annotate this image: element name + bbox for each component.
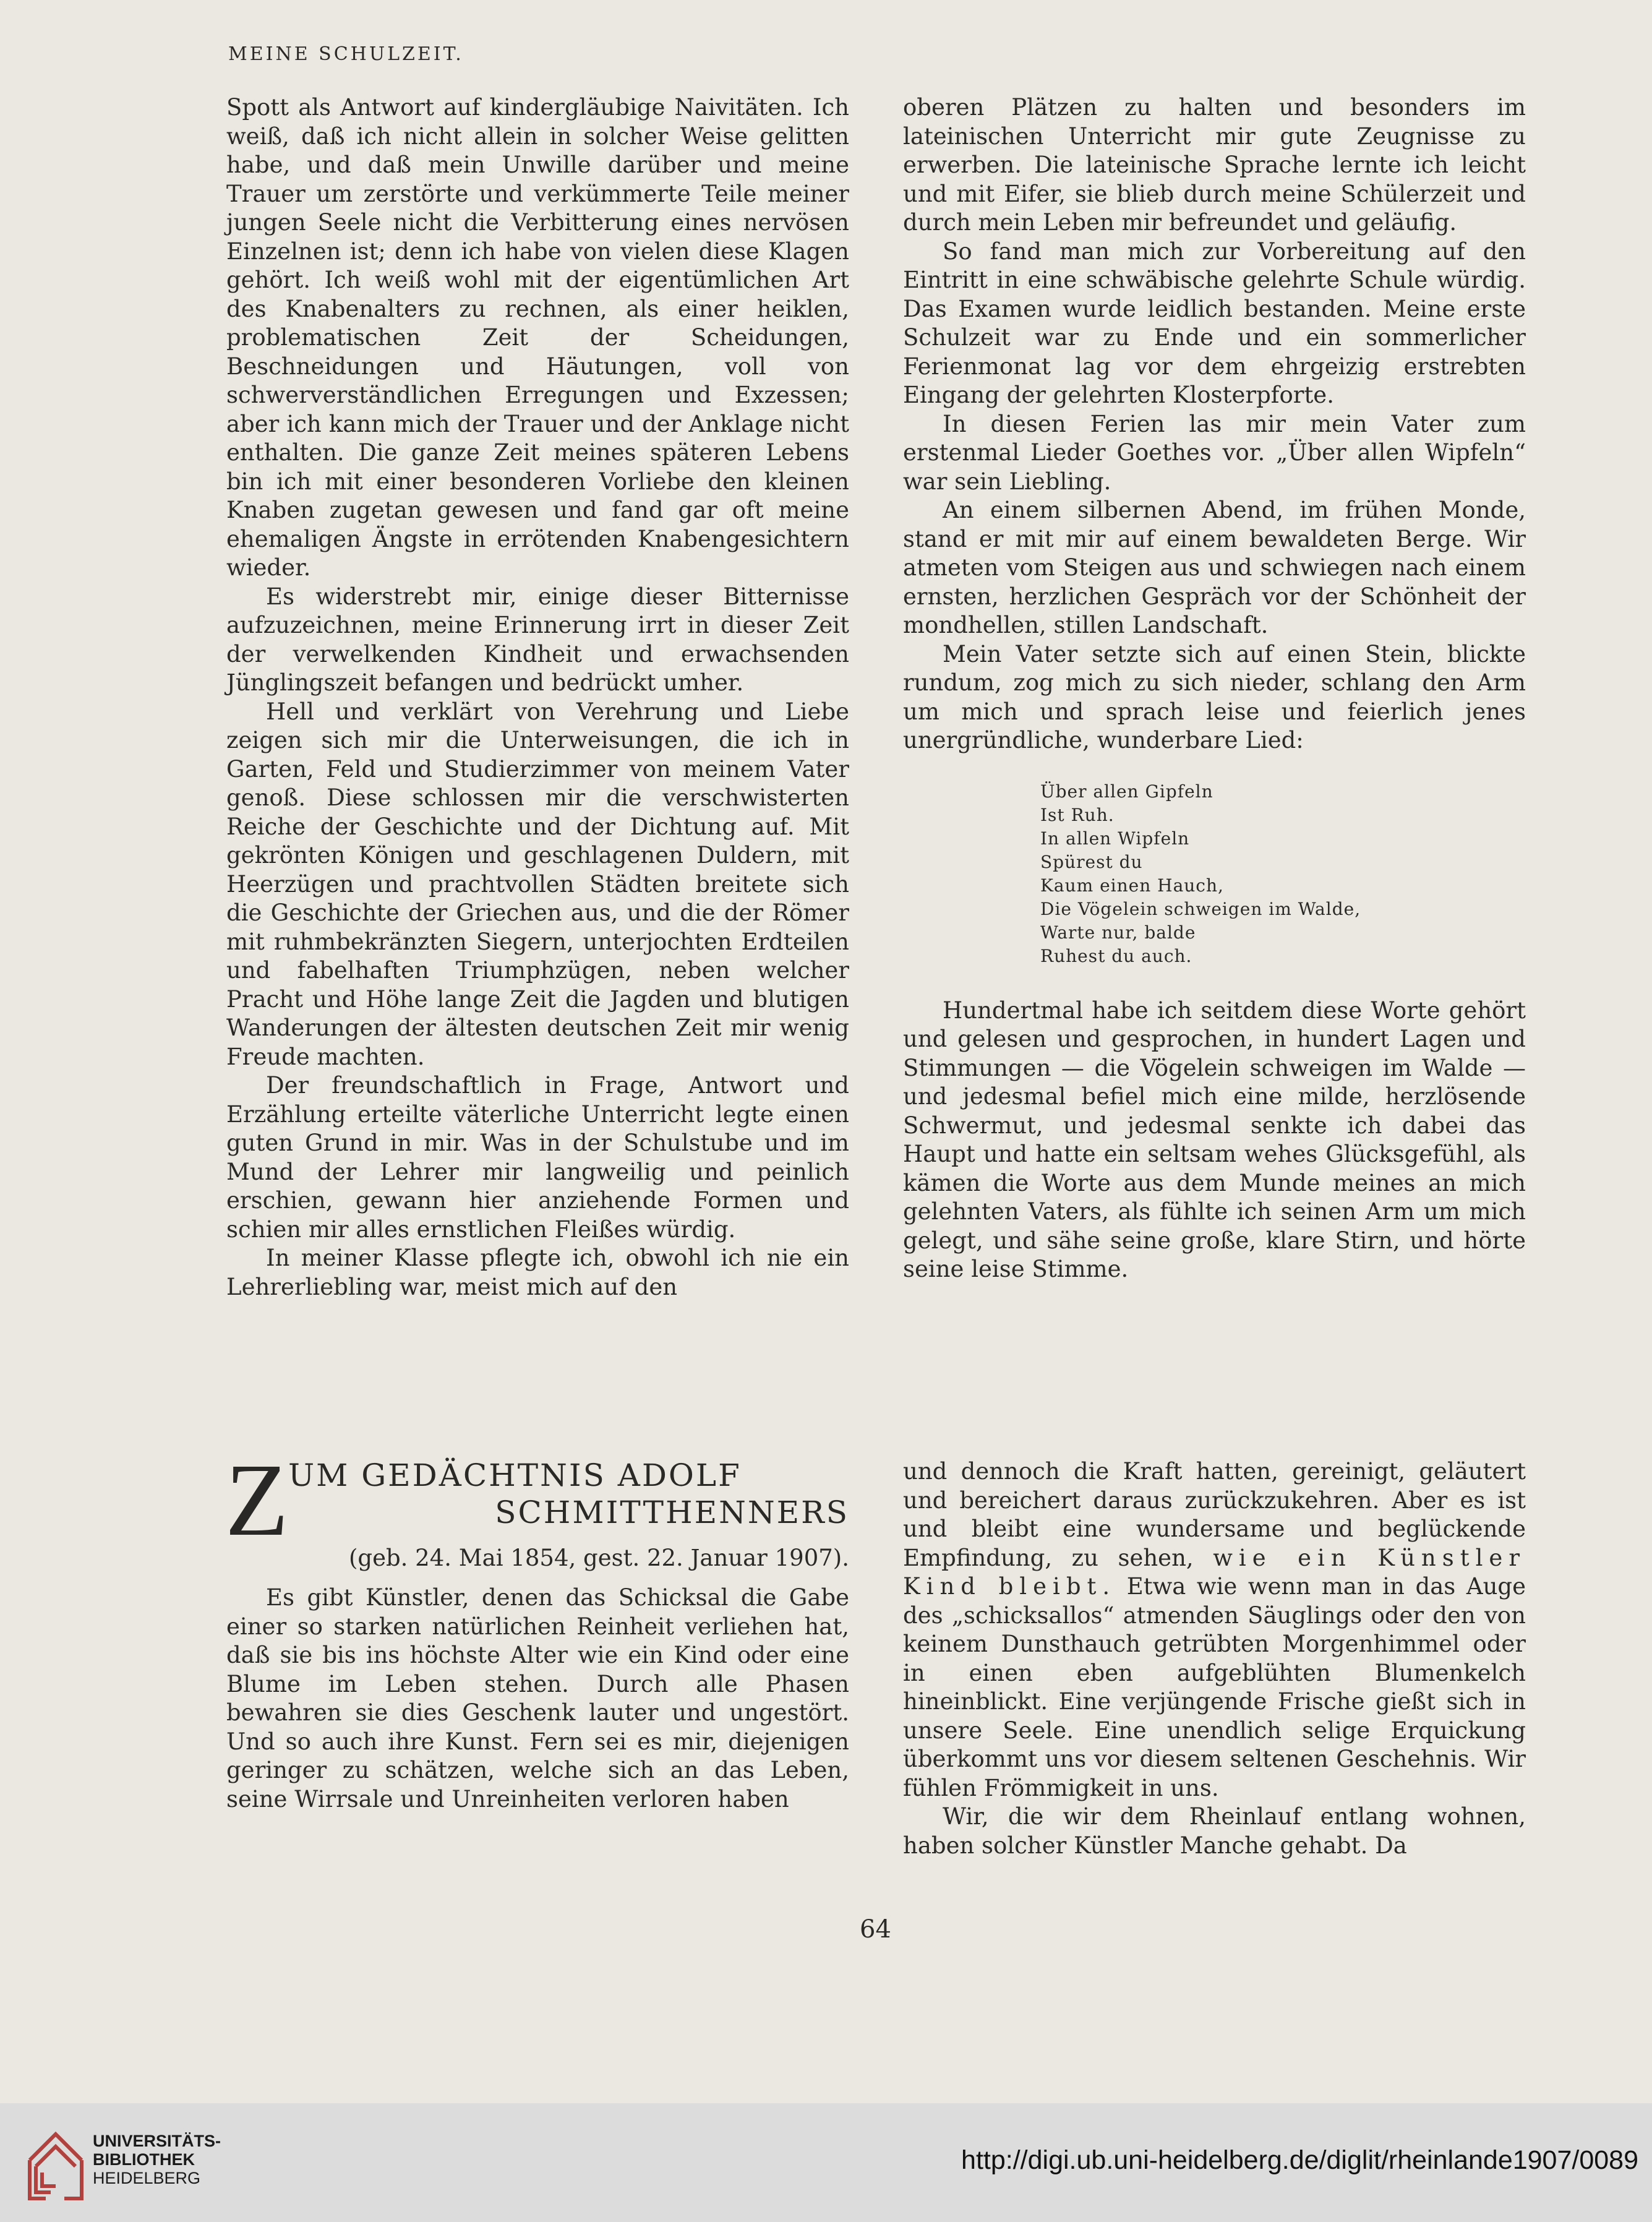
heading-line-1: UM GEDÄCHTNIS ADOLF: [288, 1457, 742, 1493]
paragraph: Es gibt Künstler, denen das Schicksal die Gabe einer so starken natürlichen Reinheit verliehen hat, daß sie bis ins höchste Alter wie ein Kind oder eine Blume im Leben stehen. Durch alle Phasen bewahren sie dies Geschenk lauter und ungestört. Und so auch ihre Kunst. Fern sei es mir, diejenigen geringer zu schätzen, welche sich an das Leben, seine Wirrsale und Unreinheiten verloren haben: [226, 1584, 849, 1812]
ub-heidelberg-logo-icon: [21, 2117, 88, 2208]
paragraph: Mein Vater setzte sich auf einen Stein, blickte rundum, zog mich zu sich nieder, schlang den Arm um mich und sprach leise und feierlich jenes unergründliche, wunderbare Lied:: [903, 640, 1526, 753]
poem-line: Ist Ruh.: [1040, 804, 1115, 825]
heading-dates: (geb. 24. Mai 1854, gest. 22. Januar 1907).: [348, 1545, 849, 1571]
library-name-line: HEIDELBERG: [93, 2169, 201, 2187]
text-run: und dennoch die Kraft hatten, gereinigt, geläutert und bereichert daraus zurückzukehren. Aber es ist und bleibt eine wundersame und beglückende Empfindung, zu sehen,: [903, 1458, 1526, 1571]
article1-column-left: [226, 93, 849, 1302]
poem-line: Die Vögelein schweigen im Walde,: [1040, 898, 1361, 919]
drop-cap: Z: [225, 1443, 289, 1558]
paragraph: In meiner Klasse pflegte ich, obwohl ich nie ein Lehrerliebling war, meist mich auf den: [226, 1245, 849, 1300]
poem-line: In allen Wipfeln: [1040, 828, 1190, 849]
paragraph: So fand man mich zur Vorbereitung auf den Eintritt in eine schwäbische gelehrte Schule würdig. Das Examen wurde leidlich bestanden. Meine erste Schulzeit war zu Ende und ein sommerlicher Ferienmonat lag vor dem ehrgeizig erstrebten Eingang der gelehrten Klosterpforte.: [903, 238, 1526, 408]
goethe-poem: [1040, 780, 1526, 968]
running-head: MEINE SCHULZEIT.: [228, 43, 464, 65]
paragraph: In diesen Ferien las mir mein Vater zum erstenmal Lieder Goethes vor. „Über allen Wipfeln“ war sein Liebling.: [903, 410, 1526, 495]
article2-heading: [225, 1443, 849, 1584]
paragraph: oberen Plätzen zu halten und besonders im lateinischen Unterricht mir gute Zeugnisse zu erwerben. Die lateinische Sprache lernte ich leicht und mit Eifer, sie blieb durch meine Schülerzeit und durch mein Leben mir befreundet und geläufig.: [903, 94, 1526, 236]
article2-column-left: [225, 1443, 849, 1814]
paragraph: [903, 1457, 1526, 1803]
paragraph: Hundertmal habe ich seitdem diese Worte gehört und gelesen und gesprochen, in hundert Lagen und Stimmungen — die Vögelein schweigen im Walde — und jedesmal befiel mich eine milde, herzlösende Schwermut, und jedesmal senkte ich dabei das Haupt und hatte ein seltsam wehes Glücksgefühl, als kämen die Worte aus dem Munde meines an mich gelehnten Vaters, als fühlte ich seinen Arm um mich gelegt, und sähe seine große, klare Stirn, und hörte seine leise Stimme.: [903, 997, 1526, 1282]
paragraph: Der freundschaftlich in Frage, Antwort und Erzählung erteilte väterliche Unterricht legte einen guten Grund in mir. Was in der Schulstube und im Mund der Lehrer mir langweilig und peinlich erschien, gewann hier anziehende Formen und schien mir alles ernstlichen Fleißes würdig.: [226, 1072, 849, 1243]
page-number: 64: [860, 1915, 891, 1944]
paragraph: Spott als Antwort auf kindergläubige Naivitäten. Ich weiß, daß ich nicht allein in solcher Weise gelitten habe, und daß mein Unwille darüber und meine Trauer um zerstörte und verkümmerte Teile meiner jungen Seele nicht die Verbitterung eines nervösen Einzelnen ist; denn ich habe von vielen diese Klagen gehört. Ich weiß wohl mit der eigentümlichen Art des Knabenalters zu rechnen, als einer heiklen, problematischen Zeit der Scheidungen, Beschneidungen und Häutungen, voll von schwerverständlichen Erregungen und Exzessen; aber ich kann mich der Trauer und der Anklage nicht enthalten. Die ganze Zeit meines späteren Lebens bin ich mit einer besonderen Vorliebe den kleinen Knaben zugetan gewesen und fand gar oft meine ehemaligen Ängste in errötenden Knabengesichtern wieder.: [226, 94, 849, 581]
footer-band: [0, 2103, 1652, 2222]
poem-line: Warte nur, balde: [1040, 922, 1196, 943]
heading-line-2: SCHMITTHENNERS: [495, 1495, 849, 1530]
article2-column-right: [903, 1457, 1526, 1860]
paragraph: Hell und verklärt von Verehrung und Liebe zeigen sich mir die Unterweisungen, die ich in Garten, Feld und Studierzimmer von meinem Vater genoß. Diese schlossen mir die verschwisterten Reiche der Geschichte und der Dichtung auf. Mit gekrönten Königen und geschlagenen Duldern, mit Heerzügen und prachtvollen Städten breitete sich die Geschichte der Griechen aus, und die der Römer mit ruhmbekränzten Siegern, unterjochten Erdteilen und fabelhaften Triumphzügen, neben welcher Pracht und Höhe lange Zeit die Jagden und blutigen Wanderungen der ältesten deutschen Zeit mir wenig Freude machten.: [226, 698, 849, 1070]
permalink-url[interactable]: http://digi.ub.uni-heidelberg.de/diglit/rheinlande1907/0089: [961, 2145, 1638, 2175]
emphasis-text: wie ein Künstler Kind bleibt.: [903, 1544, 1526, 1600]
poem-line: Ruhest du auch.: [1040, 945, 1192, 966]
poem-line: Spürest du: [1040, 851, 1143, 872]
article1-column-right: [903, 93, 1526, 1284]
paragraph: Wir, die wir dem Rheinlauf entlang wohnen, haben solcher Künstler Manche gehabt. Da: [903, 1803, 1526, 1859]
poem-line: Über allen Gipfeln: [1040, 781, 1213, 802]
text-run: Etwa wie wenn man in das Auge des „schicksallos“ atmenden Säuglings oder den von keinem Dunsthauch getrübten Morgenhimmel oder in einen eben aufgeblühten Blumenkelch hineinblickt. Eine verjüngende Frische gießt sich in unsere Seele. Eine unendlich selige Erquickung überkommt uns vor diesem seltenen Geschehnis. Wir fühlen Frömmigkeit in uns.: [903, 1573, 1526, 1801]
library-name-line: UNIVERSITÄTS-: [93, 2132, 221, 2150]
library-name: [93, 2132, 221, 2187]
library-name-line: BIBLIOTHEK: [93, 2150, 195, 2169]
poem-line: Kaum einen Hauch,: [1040, 875, 1224, 896]
paragraph: Es widerstrebt mir, einige dieser Bitternisse aufzuzeichnen, meine Erinnerung irrt in dieser Zeit der verwelkenden Kindheit und erwachsenden Jünglingszeit befangen und bedrückt umher.: [226, 583, 849, 696]
paragraph: An einem silbernen Abend, im frühen Monde, stand er mit mir auf einem bewaldeten Berge. Wir atmeten vom Steigen aus und schwiegen nach einem ernsten, herzlichen Gespräch vor der Schönheit der mondhellen, stillen Landschaft.: [903, 497, 1526, 638]
